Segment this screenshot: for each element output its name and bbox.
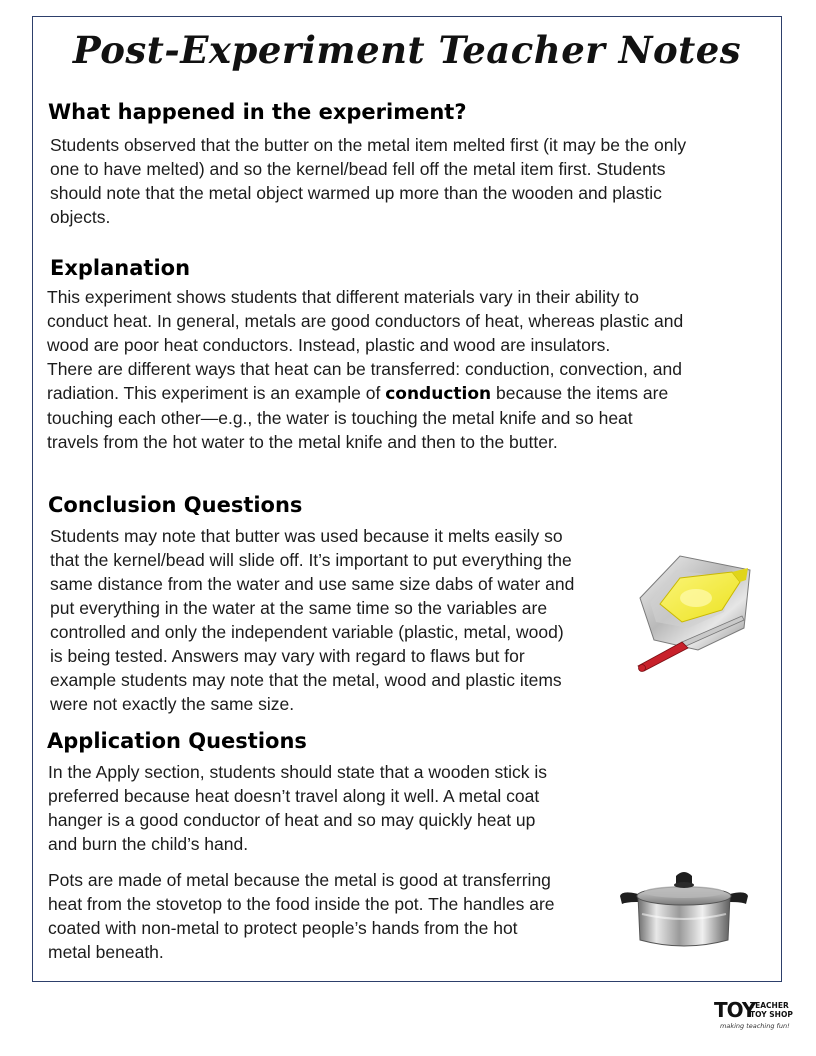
section-heading-explanation: Explanation: [50, 256, 191, 280]
text-line: Pots are made of metal because the metal is good at transferring: [48, 870, 551, 890]
teacher-toy-shop-logo: [714, 998, 794, 1032]
text-line: touching each other—e.g., the water is touching the metal knife and so heat: [47, 408, 633, 428]
text-line: one to have melted) and so the kernel/bead fell off the metal item first. Students: [50, 159, 666, 179]
text-line: Students observed that the butter on the metal item melted first (it may be the only: [50, 135, 687, 155]
text-line: objects.: [50, 207, 111, 227]
text-line: In the Apply section, students should state that a wooden stick is: [48, 762, 548, 782]
text-line: same distance from the water and use same size dabs of water and: [50, 574, 575, 594]
page-title: Post-Experiment Teacher Notes: [72, 28, 742, 72]
logo-mark: TOY: [714, 998, 756, 1022]
text-line: There are different ways that heat can be transferred: conduction, convection, and: [47, 359, 682, 379]
text-line: heat from the stovetop to the food inside the pot. The handles are: [48, 894, 555, 914]
text-run: because the items are: [491, 383, 669, 403]
section-heading-application-questions: Application Questions: [47, 729, 307, 753]
text-line: travels from the hot water to the metal knife and then to the butter.: [47, 432, 558, 452]
text-line: [47, 381, 767, 406]
text-line: preferred because heat doesn’t travel along it well. A metal coat: [48, 786, 540, 806]
text-line: is being tested. Answers may vary with regard to flaws but for: [50, 646, 525, 666]
text-line: should note that the metal object warmed up more than the wooden and plastic: [50, 183, 662, 203]
text-line: coated with non-metal to protect people’s hands from the hot: [48, 918, 518, 938]
text-line: put everything in the water at the same time so the variables are: [50, 598, 548, 618]
cooking-pot-icon: [618, 862, 750, 954]
explanation-paragraph: [47, 285, 767, 454]
text-line: and burn the child’s hand.: [48, 834, 249, 854]
text-line: metal beneath.: [48, 942, 164, 962]
text-line: conduct heat. In general, metals are good conductors of heat, whereas plastic and: [47, 311, 684, 331]
text-line: that the kernel/bead will slide off. It’s important to put everything the: [50, 550, 572, 570]
application-paragraph-2: [48, 868, 628, 964]
text-line: wood are poor heat conductors. Instead, plastic and wood are insulators.: [47, 335, 611, 355]
butter-knife-icon: [636, 552, 754, 674]
application-paragraph-1: [48, 760, 623, 856]
text-run: radiation. This experiment is an example of: [47, 383, 386, 403]
text-line: were not exactly the same size.: [50, 694, 295, 714]
conduction-emphasis: conduction: [385, 384, 492, 404]
logo-line-2: TOY SHOP: [750, 1010, 793, 1019]
text-line: hanger is a good conductor of heat and so may quickly heat up: [48, 810, 536, 830]
logo-tagline: making teaching fun!: [720, 1022, 790, 1030]
what-happened-paragraph: [50, 133, 765, 229]
text-line: Students may note that butter was used because it melts easily so: [50, 526, 563, 546]
section-heading-what-happened: What happened in the experiment?: [48, 100, 467, 124]
conclusion-paragraph: [50, 524, 635, 716]
text-line: example students may note that the metal, wood and plastic items: [50, 670, 562, 690]
text-line: controlled and only the independent variable (plastic, metal, wood): [50, 622, 564, 642]
logo-line-1: TEACHER: [750, 1001, 789, 1010]
text-line: This experiment shows students that different materials vary in their ability to: [47, 287, 640, 307]
section-heading-conclusion-questions: Conclusion Questions: [48, 493, 303, 517]
